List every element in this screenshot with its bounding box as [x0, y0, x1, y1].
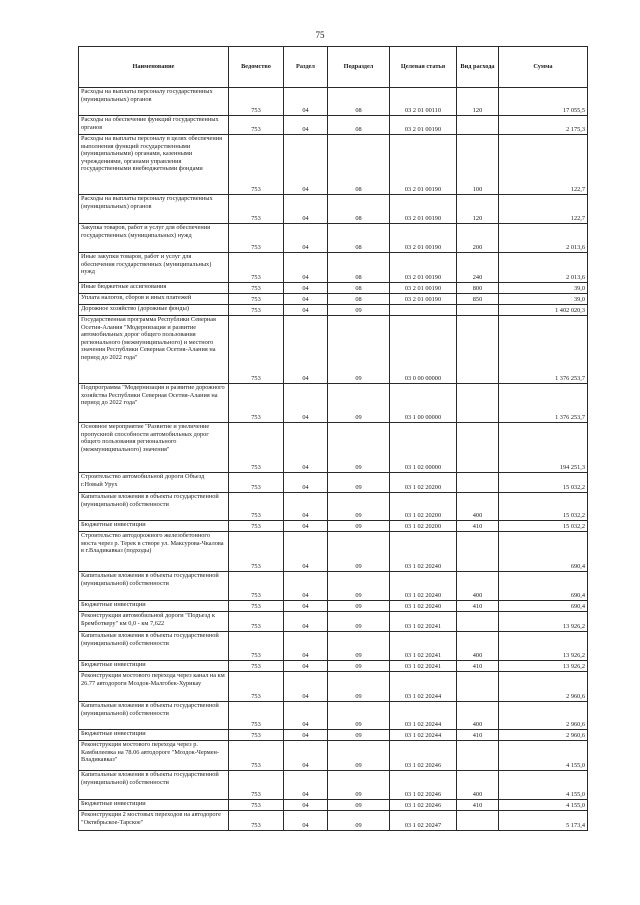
column-header-expense-type: Вид расхода: [457, 47, 499, 88]
row-department-cell: 753: [229, 88, 284, 116]
row-amount-cell: 1 376 253,7: [499, 316, 588, 384]
table-row: [79, 771, 588, 800]
row-expense-type-cell: 400: [457, 702, 499, 730]
row-section-cell: 04: [284, 661, 328, 672]
row-amount-cell: 39,0: [499, 294, 588, 305]
table-row: [79, 423, 588, 473]
row-subsection-cell: 09: [328, 521, 390, 532]
row-name-cell: Государственная программа Республики Северная Осетия-Алания "Модернизация и развитие автомобильных дорог общего пользования регионального (межмуниципального) и местного значения Республики Северная Осетия-Алания на период до 2022 года": [79, 316, 229, 384]
row-amount-cell: 13 926,2: [499, 612, 588, 632]
row-department-cell: 753: [229, 612, 284, 632]
row-target-article-cell: 03 2 01 00190: [390, 294, 457, 305]
table-row: [79, 730, 588, 741]
row-name-cell: Иные закупки товаров, работ и услуг для обеспечения государственных (муниципальных) нужд: [79, 253, 229, 283]
row-name-cell: Закупка товаров, работ и услуг для обеспечения государственных (муниципальных) нужд: [79, 224, 229, 253]
row-target-article-cell: 03 0 00 00000: [390, 316, 457, 384]
row-name-cell: Реконструкция мостового перехода через канал на км 26.77 автодороги Моздок-Малгобек-Хурикау: [79, 672, 229, 702]
row-amount-cell: 2 013,6: [499, 253, 588, 283]
table-row: [79, 532, 588, 572]
row-expense-type-cell: 200: [457, 224, 499, 253]
row-expense-type-cell: [457, 116, 499, 135]
page-number: 75: [315, 30, 325, 40]
row-amount-cell: 2 175,3: [499, 116, 588, 135]
row-amount-cell: 122,7: [499, 135, 588, 195]
row-department-cell: 753: [229, 283, 284, 294]
row-section-cell: 04: [284, 612, 328, 632]
row-name-cell: Бюджетные инвестиции: [79, 730, 229, 741]
row-expense-type-cell: 410: [457, 521, 499, 532]
row-subsection-cell: 09: [328, 632, 390, 661]
row-target-article-cell: 03 1 02 20241: [390, 612, 457, 632]
table-header-row: [79, 47, 588, 88]
row-target-article-cell: 03 1 02 20240: [390, 601, 457, 612]
row-subsection-cell: 09: [328, 305, 390, 316]
row-name-cell: Уплата налогов, сборов и иных платежей: [79, 294, 229, 305]
row-name-cell: Расходы на выплаты персоналу в целях обеспечения выполнения функций государственными (муниципальными) органами, казенными учреждениями, органами управления государственными внебюджетными фондами: [79, 135, 229, 195]
row-subsection-cell: 09: [328, 702, 390, 730]
row-subsection-cell: 09: [328, 811, 390, 831]
row-target-article-cell: 03 2 01 00110: [390, 88, 457, 116]
row-section-cell: 04: [284, 224, 328, 253]
table-row: [79, 800, 588, 811]
row-section-cell: 04: [284, 601, 328, 612]
row-name-cell: Расходы на обеспечение функций государственных органов: [79, 116, 229, 135]
row-amount-cell: 15 032,2: [499, 473, 588, 493]
row-department-cell: 753: [229, 195, 284, 224]
row-name-cell: Капитальные вложения в объекты государственной (муниципальной) собственности: [79, 493, 229, 521]
row-name-cell: Расходы на выплаты персоналу государственных (муниципальных) органов: [79, 195, 229, 224]
row-subsection-cell: 09: [328, 771, 390, 800]
column-header-department: Ведомство: [229, 47, 284, 88]
row-department-cell: 753: [229, 572, 284, 601]
row-expense-type-cell: [457, 473, 499, 493]
row-subsection-cell: 09: [328, 572, 390, 601]
row-target-article-cell: 03 1 02 00000: [390, 423, 457, 473]
row-section-cell: 04: [284, 473, 328, 493]
row-department-cell: 753: [229, 811, 284, 831]
row-department-cell: 753: [229, 771, 284, 800]
row-target-article-cell: 03 1 02 20200: [390, 473, 457, 493]
row-expense-type-cell: 800: [457, 283, 499, 294]
row-name-cell: Бюджетные инвестиции: [79, 601, 229, 612]
row-amount-cell: 2 960,6: [499, 672, 588, 702]
row-subsection-cell: 08: [328, 224, 390, 253]
row-department-cell: 753: [229, 316, 284, 384]
row-amount-cell: 690,4: [499, 572, 588, 601]
row-target-article-cell: 03 2 01 00190: [390, 135, 457, 195]
row-subsection-cell: 09: [328, 741, 390, 771]
row-department-cell: 753: [229, 702, 284, 730]
row-section-cell: 04: [284, 632, 328, 661]
row-subsection-cell: 09: [328, 473, 390, 493]
row-name-cell: Бюджетные инвестиции: [79, 521, 229, 532]
row-target-article-cell: 03 1 02 20240: [390, 572, 457, 601]
row-section-cell: 04: [284, 702, 328, 730]
row-name-cell: Строительство автомобильной дороги Объезд г.Новый Урух: [79, 473, 229, 493]
row-amount-cell: 1 376 253,7: [499, 384, 588, 423]
table-row: [79, 116, 588, 135]
row-name-cell: Реконструкция автомобильной дороги "Подъезд к Бремботкеру" км 0,0 - км 7,622: [79, 612, 229, 632]
row-expense-type-cell: [457, 811, 499, 831]
row-subsection-cell: 08: [328, 294, 390, 305]
row-subsection-cell: 09: [328, 730, 390, 741]
table-row: [79, 473, 588, 493]
table-body: [79, 88, 588, 831]
row-department-cell: 753: [229, 532, 284, 572]
row-subsection-cell: 09: [328, 532, 390, 572]
table-row: [79, 224, 588, 253]
row-expense-type-cell: 410: [457, 800, 499, 811]
table-row: [79, 601, 588, 612]
table-row: [79, 305, 588, 316]
row-section-cell: 04: [284, 572, 328, 601]
row-target-article-cell: 03 1 02 20246: [390, 800, 457, 811]
row-name-cell: Капитальные вложения в объекты государственной (муниципальной) собственности: [79, 702, 229, 730]
row-department-cell: 753: [229, 661, 284, 672]
row-expense-type-cell: [457, 384, 499, 423]
row-expense-type-cell: 240: [457, 253, 499, 283]
row-expense-type-cell: 400: [457, 493, 499, 521]
row-subsection-cell: 09: [328, 493, 390, 521]
row-subsection-cell: 09: [328, 316, 390, 384]
table-row: [79, 493, 588, 521]
table-row: [79, 316, 588, 384]
row-target-article-cell: 03 1 02 20241: [390, 632, 457, 661]
row-department-cell: 753: [229, 741, 284, 771]
row-section-cell: 04: [284, 135, 328, 195]
row-department-cell: 753: [229, 672, 284, 702]
row-amount-cell: 1 402 020,3: [499, 305, 588, 316]
row-name-cell: Реконструкция мостового перехода через р. Камбилеевка на 78.06 автодороге "Моздок-Чермен-Владикавказ": [79, 741, 229, 771]
row-expense-type-cell: [457, 316, 499, 384]
row-expense-type-cell: 410: [457, 730, 499, 741]
row-section-cell: 04: [284, 384, 328, 423]
row-amount-cell: 2 960,6: [499, 702, 588, 730]
row-name-cell: Строительство автодорожного железобетонного моста через р. Терек в створе ул. Максурова-Чкалова в г.Владикавказ (подходы): [79, 532, 229, 572]
column-header-amount: Сумма: [499, 47, 588, 88]
row-section-cell: 04: [284, 116, 328, 135]
row-amount-cell: 15 032,2: [499, 493, 588, 521]
table-row: [79, 384, 588, 423]
row-expense-type-cell: 120: [457, 88, 499, 116]
row-expense-type-cell: 400: [457, 632, 499, 661]
row-department-cell: 753: [229, 224, 284, 253]
row-target-article-cell: 03 1 02 20244: [390, 702, 457, 730]
table-row: [79, 253, 588, 283]
row-expense-type-cell: [457, 423, 499, 473]
column-header-target-article: Целевая статья: [390, 47, 457, 88]
row-amount-cell: 39,0: [499, 283, 588, 294]
row-department-cell: 753: [229, 135, 284, 195]
row-expense-type-cell: 410: [457, 661, 499, 672]
row-subsection-cell: 09: [328, 672, 390, 702]
row-amount-cell: 15 032,2: [499, 521, 588, 532]
row-amount-cell: 194 251,3: [499, 423, 588, 473]
row-amount-cell: 690,4: [499, 532, 588, 572]
row-section-cell: 04: [284, 730, 328, 741]
row-amount-cell: 4 155,0: [499, 771, 588, 800]
row-name-cell: Основное мероприятие "Развитие и увеличение пропускной способности автомобильных дорог общего пользования регионального (межмуниципального) значения": [79, 423, 229, 473]
row-expense-type-cell: 120: [457, 195, 499, 224]
row-name-cell: Реконструкция 2 мостовых переходов на автодороге "Октябрьское-Тарское": [79, 811, 229, 831]
row-target-article-cell: 03 1 02 20240: [390, 532, 457, 572]
row-subsection-cell: 08: [328, 116, 390, 135]
table-row: [79, 632, 588, 661]
row-department-cell: 753: [229, 305, 284, 316]
row-expense-type-cell: [457, 532, 499, 572]
row-department-cell: 753: [229, 632, 284, 661]
row-target-article-cell: 03 2 01 00190: [390, 283, 457, 294]
row-amount-cell: 690,4: [499, 601, 588, 612]
row-section-cell: 04: [284, 305, 328, 316]
row-target-article-cell: 03 1 02 20241: [390, 661, 457, 672]
row-name-cell: Бюджетные инвестиции: [79, 800, 229, 811]
table-row: [79, 88, 588, 116]
row-target-article-cell: 03 1 02 20244: [390, 672, 457, 702]
row-name-cell: Капитальные вложения в объекты государственной (муниципальной) собственности: [79, 632, 229, 661]
row-section-cell: 04: [284, 316, 328, 384]
row-amount-cell: 122,7: [499, 195, 588, 224]
row-amount-cell: 13 926,2: [499, 632, 588, 661]
row-department-cell: 753: [229, 423, 284, 473]
table-row: [79, 572, 588, 601]
table-row: [79, 195, 588, 224]
row-target-article-cell: 03 2 01 00190: [390, 224, 457, 253]
row-department-cell: 753: [229, 521, 284, 532]
table-row: [79, 741, 588, 771]
row-subsection-cell: 08: [328, 253, 390, 283]
row-subsection-cell: 08: [328, 195, 390, 224]
column-header-subsection: Подраздел: [328, 47, 390, 88]
row-amount-cell: 2 960,6: [499, 730, 588, 741]
row-department-cell: 753: [229, 473, 284, 493]
row-subsection-cell: 09: [328, 800, 390, 811]
row-expense-type-cell: 100: [457, 135, 499, 195]
row-section-cell: 04: [284, 800, 328, 811]
row-target-article-cell: 03 2 01 00190: [390, 253, 457, 283]
row-target-article-cell: 03 1 02 20247: [390, 811, 457, 831]
row-subsection-cell: 09: [328, 384, 390, 423]
row-expense-type-cell: 850: [457, 294, 499, 305]
row-expense-type-cell: 410: [457, 601, 499, 612]
row-section-cell: 04: [284, 493, 328, 521]
row-name-cell: Расходы на выплаты персоналу государственных (муниципальных) органов: [79, 88, 229, 116]
row-target-article-cell: 03 1 02 20200: [390, 521, 457, 532]
table-row: [79, 294, 588, 305]
row-name-cell: Дорожное хозяйство (дорожные фонды): [79, 305, 229, 316]
table-row: [79, 661, 588, 672]
table-row: [79, 283, 588, 294]
budget-table: [78, 46, 588, 831]
row-name-cell: Бюджетные инвестиции: [79, 661, 229, 672]
row-department-cell: 753: [229, 116, 284, 135]
row-section-cell: 04: [284, 195, 328, 224]
row-department-cell: 753: [229, 384, 284, 423]
row-amount-cell: 5 173,4: [499, 811, 588, 831]
row-section-cell: 04: [284, 672, 328, 702]
column-header-name: Наименование: [79, 47, 229, 88]
row-expense-type-cell: [457, 741, 499, 771]
row-amount-cell: 2 013,6: [499, 224, 588, 253]
row-department-cell: 753: [229, 294, 284, 305]
row-amount-cell: 4 155,0: [499, 800, 588, 811]
row-subsection-cell: 09: [328, 661, 390, 672]
row-target-article-cell: 03 2 01 00190: [390, 195, 457, 224]
row-name-cell: Капитальные вложения в объекты государственной (муниципальной) собственности: [79, 572, 229, 601]
row-target-article-cell: 03 1 02 20200: [390, 493, 457, 521]
row-expense-type-cell: [457, 305, 499, 316]
row-expense-type-cell: [457, 612, 499, 632]
table-row: [79, 702, 588, 730]
row-name-cell: Капитальные вложения в объекты государственной (муниципальной) собственности: [79, 771, 229, 800]
row-target-article-cell: 03 1 00 00000: [390, 384, 457, 423]
row-amount-cell: 4 155,0: [499, 741, 588, 771]
row-subsection-cell: 09: [328, 612, 390, 632]
row-section-cell: 04: [284, 532, 328, 572]
row-subsection-cell: 08: [328, 135, 390, 195]
row-subsection-cell: 08: [328, 88, 390, 116]
row-section-cell: 04: [284, 88, 328, 116]
row-expense-type-cell: 400: [457, 771, 499, 800]
row-target-article-cell: 03 1 02 20246: [390, 741, 457, 771]
table-row: [79, 612, 588, 632]
row-subsection-cell: 08: [328, 283, 390, 294]
table-row: [79, 521, 588, 532]
row-section-cell: 04: [284, 253, 328, 283]
table-row: [79, 672, 588, 702]
row-name-cell: Иные бюджетные ассигнования: [79, 283, 229, 294]
row-subsection-cell: 09: [328, 601, 390, 612]
row-department-cell: 753: [229, 253, 284, 283]
row-section-cell: 04: [284, 283, 328, 294]
table-row: [79, 135, 588, 195]
row-target-article-cell: 03 1 02 20246: [390, 771, 457, 800]
row-section-cell: 04: [284, 811, 328, 831]
row-department-cell: 753: [229, 730, 284, 741]
row-amount-cell: 13 926,2: [499, 661, 588, 672]
row-section-cell: 04: [284, 771, 328, 800]
row-name-cell: Подпрограмма "Модернизация и развитие дорожного хозяйства Республики Северная Осетия-Алания на период до 2022 года": [79, 384, 229, 423]
row-section-cell: 04: [284, 423, 328, 473]
column-header-section: Раздел: [284, 47, 328, 88]
row-section-cell: 04: [284, 741, 328, 771]
row-expense-type-cell: [457, 672, 499, 702]
row-target-article-cell: 03 1 02 20244: [390, 730, 457, 741]
row-expense-type-cell: 400: [457, 572, 499, 601]
row-department-cell: 753: [229, 493, 284, 521]
row-amount-cell: 17 055,5: [499, 88, 588, 116]
row-target-article-cell: [390, 305, 457, 316]
row-target-article-cell: 03 2 01 00190: [390, 116, 457, 135]
table-row: [79, 811, 588, 831]
row-department-cell: 753: [229, 601, 284, 612]
row-section-cell: 04: [284, 521, 328, 532]
row-subsection-cell: 09: [328, 423, 390, 473]
row-section-cell: 04: [284, 294, 328, 305]
row-department-cell: 753: [229, 800, 284, 811]
